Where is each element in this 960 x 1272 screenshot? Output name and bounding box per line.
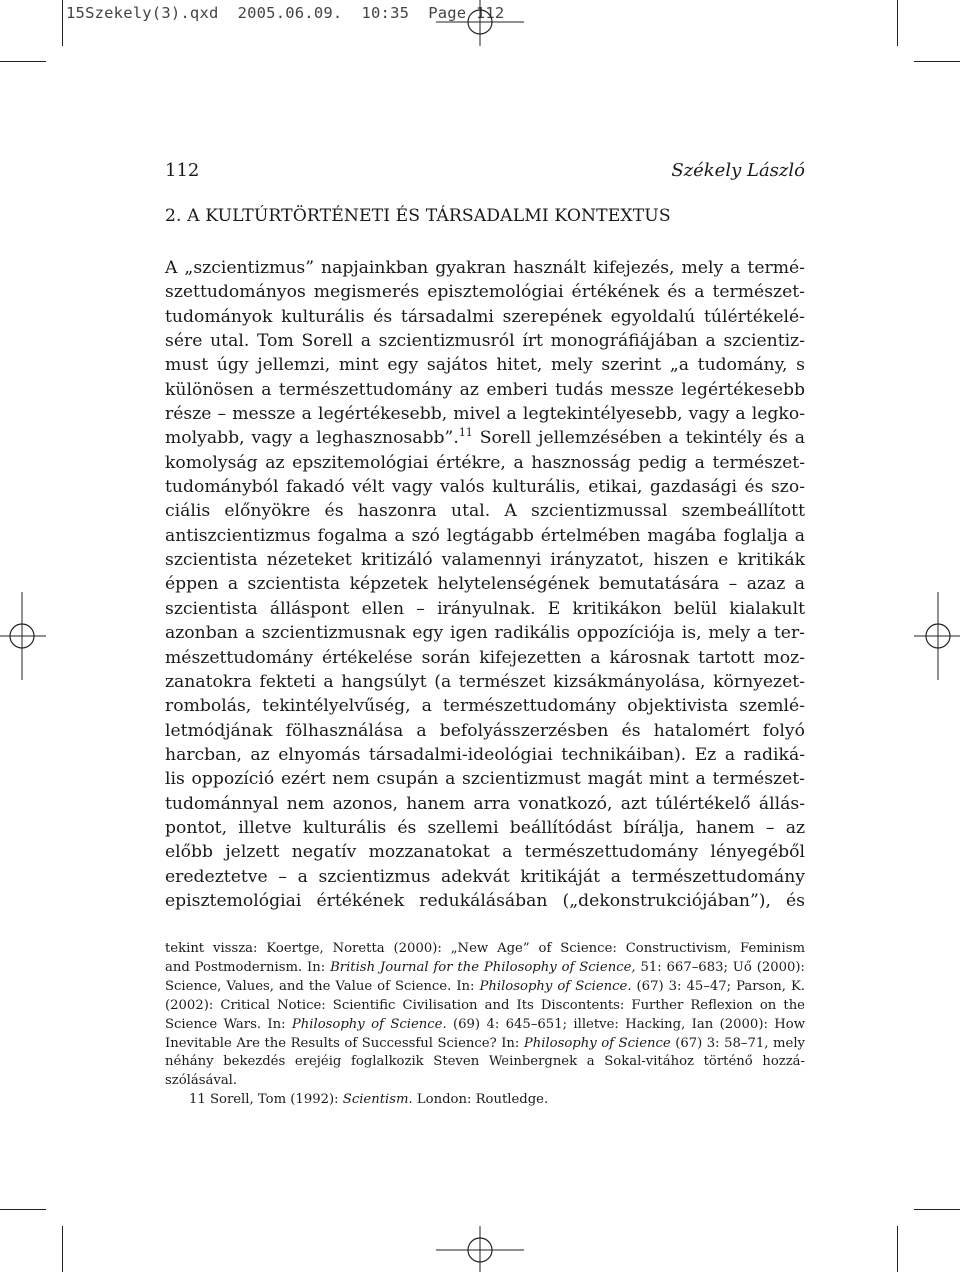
page-number: 112 — [165, 160, 200, 181]
body-line: zanatokra fekteti a hangsúlyt (a természet kizsákmányolása, környezet- — [165, 671, 805, 692]
journal-title: British Journal for the Philosophy of Science, — [330, 959, 636, 975]
registration-mark-right-icon — [912, 590, 960, 690]
body-line: harcban, az elnyomás társadalmi-ideológiai technikáiban). Ez a radiká- — [165, 744, 805, 765]
registration-mark-bottom-icon — [430, 1224, 530, 1272]
body-line: eredeztetve – a szcientizmus adekvát kritikáját a természettudomány — [165, 866, 805, 887]
body-line: különösen a természettudomány az emberi tudás messze legértékesebb — [165, 379, 805, 400]
footnotes — [165, 940, 805, 1110]
footnote-text: Science Wars. In: — [165, 1016, 292, 1032]
registration-mark-top-icon — [430, 0, 530, 48]
footnote-text: (67) 3: 58–71, mely — [670, 1035, 805, 1051]
crop-mark-top-right-vertical — [897, 0, 898, 46]
body-line-part: Sorell jellemzésében a tekintély és a — [479, 428, 806, 449]
body-line: tudományból fakadó vélt vagy valós kulturális, etikai, gazdasági és szo- — [165, 477, 805, 498]
body-line: ciális előnyökre és haszonra utal. A szcientizmussal szembeállított — [165, 501, 805, 522]
crop-mark-top-right-horizontal — [914, 61, 960, 62]
registration-mark-left-icon — [0, 590, 48, 690]
footnote-line — [165, 1035, 805, 1054]
body-line: része – messze a legértékesebb, mivel a legtekintélyesebb, vagy a legko- — [165, 404, 805, 425]
footnote-line: néhány bekezdés erejéig foglalkozik Steven Weinbergnek a Sokal-vitához történő hozzá- — [165, 1054, 805, 1070]
body-line: tudományok kulturális és társadalmi szerepének egyoldalú túlértékelé- — [165, 306, 805, 327]
body-line-with-footnote — [165, 426, 805, 450]
body-line: sére utal. Tom Sorell a szcientizmusról írt monográfiájában a szcientiz- — [165, 331, 805, 352]
journal-title: Philosophy of Science — [523, 1035, 671, 1051]
footnote-text: and Postmodernism. In: — [165, 959, 331, 975]
section-heading: 2. A KULTÚRTÖRTÉNETI ÉS TÁRSADALMI KONTEXTUS — [165, 206, 671, 226]
body-line: antiszcientizmus fogalma a szó legtágabb értelmében magába foglalja a — [165, 525, 805, 546]
body-paragraph — [165, 256, 805, 913]
journal-title: Philosophy of Science. — [479, 978, 632, 994]
footnote-line: tekint vissza: Koertge, Noretta (2000): „New Age” of Science: Constructivism, Feminism — [165, 941, 805, 956]
body-line: letmódjának fölhasználása a befolyásszerzésben és hatalomért folyó — [165, 720, 805, 741]
footnote-text: Inevitable Are the Results of Successful Science? In: — [165, 1035, 524, 1051]
body-line-part: molyabb, vagy a leghasznosabb”. — [165, 428, 459, 449]
footnote-line: (2002): Critical Notice: Scientific Civilisation and Its Discontents: Further Reflexion on the — [165, 997, 805, 1013]
footnote-line: szólásával. — [165, 1073, 238, 1089]
book-title: Scientism. — [342, 1092, 413, 1108]
body-line: lis oppozíció ezért nem csupán a szcientizmust magát mint a természet- — [165, 769, 805, 790]
body-line: éppen a szcientista képzetek helytelenségének bemutatására – azaz a — [165, 574, 805, 595]
body-line: rombolás, tekintélyelvűség, a természettudomány objektivista szemlé- — [165, 696, 805, 717]
body-line: pontot, illetve kulturális és szellemi beállítódást bírálja, hanem – az — [165, 817, 805, 838]
body-line: azonban a szcientizmusnak egy igen radikális oppozíciója is, mely a ter- — [165, 623, 805, 644]
footnote-line — [165, 1016, 805, 1035]
crop-mark-top-left-vertical — [62, 0, 63, 46]
body-line: szcientista álláspont ellen – irányulnak. E kritikákon belül kialakult — [165, 598, 805, 619]
footnote-text: London: Routledge. — [412, 1092, 549, 1108]
footnote-text: (69) 4: 645–651; illetve: Hacking, Ian (2000): How — [446, 1016, 805, 1032]
footnote-line — [165, 978, 805, 997]
crop-mark-top-left-horizontal — [0, 61, 46, 62]
journal-title: Philosophy of Science. — [291, 1016, 447, 1032]
footnote-11 — [165, 1091, 805, 1110]
running-author: Székely László — [671, 160, 805, 181]
footnote-text: 11 Sorell, Tom (1992): — [189, 1092, 343, 1108]
footnote-line — [165, 959, 805, 978]
body-line: must úgy jellemzi, mint egy sajátos hitet, mely szerint „a tudomány, s — [165, 355, 805, 376]
body-line: szettudományos megismerés episztemológiai értékének és a természet- — [165, 282, 805, 303]
crop-mark-bottom-right-vertical — [897, 1226, 898, 1272]
footnote-text: (67) 3: 45–47; Parson, K. — [631, 978, 805, 994]
body-line: szcientista nézeteket kritizáló valamennyi irányzatot, hiszen e kritikák — [165, 550, 805, 571]
footnote-text: 51: 667–683; Uő (2000): — [635, 959, 806, 975]
body-line: A „szcientizmus” napjainkban gyakran használt kifejezés, mely a termé- — [165, 258, 805, 278]
print-slug: 15Szekely(3).qxd 2005.06.09. 10:35 Page 112 — [66, 4, 505, 22]
body-line: mészettudomány értékelése során kifejezetten a károsnak tartott moz- — [165, 647, 805, 668]
crop-mark-bottom-right-horizontal — [914, 1209, 960, 1210]
body-line: episztemológiai értékének redukálásában („dekonstrukciójában”), és — [165, 890, 805, 911]
body-line: komolyság az epszitemológiai értékre, a hasznosság pedig a természet- — [165, 452, 805, 473]
footnote-reference: 11 — [458, 425, 473, 439]
body-line: tudománnyal nem azonos, hanem arra vonatkozó, azt túlértékelő állás- — [165, 793, 805, 814]
footnote-text: Science, Values, and the Value of Science. In: — [165, 978, 480, 994]
body-line: előbb jelzett negatív mozzanatokat a természettudomány lényegéből — [165, 842, 805, 863]
crop-mark-bottom-left-horizontal — [0, 1209, 46, 1210]
crop-mark-bottom-left-vertical — [62, 1226, 63, 1272]
